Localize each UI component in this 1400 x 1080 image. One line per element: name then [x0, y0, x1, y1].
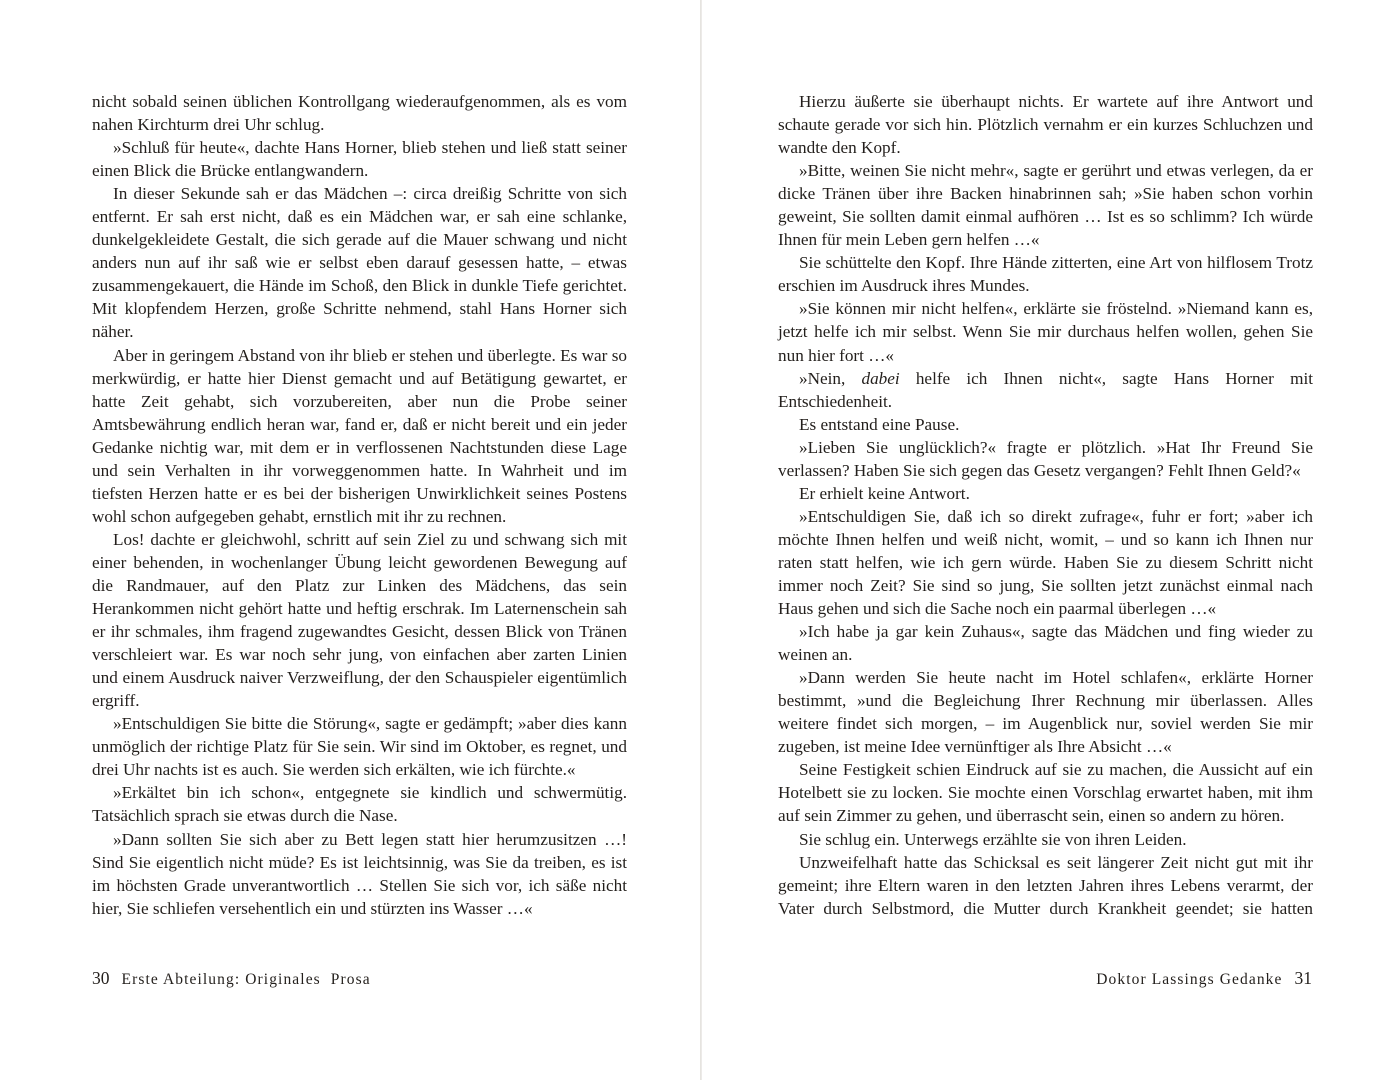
- paragraph: Sie schüttelte den Kopf. Ihre Hände zitterten, eine Art von hilflosem Trotz erschien im Ausdruck ihres Mundes.: [778, 253, 1313, 296]
- paragraph: »Lieben Sie unglücklich?« fragte er plötzlich. »Hat Ihr Freund Sie verlassen? Haben Sie sich gegen das Gesetz vergangen? Fehlt Ihnen Geld?«: [778, 437, 1313, 480]
- page-number: 30: [92, 968, 110, 988]
- paragraph: »Dann sollten Sie sich aber zu Bett legen statt hier herumzusitzen …! Sind Sie eigentlich nicht müde? Es ist leichtsinnig, was Sie da treiben, es ist im höchsten Grade unverantwortlich … Stellen Sie sich vor, ich säße nicht hier, Sie schliefen versehentlich ein und stürzten ins Wasser …«: [92, 829, 627, 918]
- paragraph: Aber in geringem Abstand von ihr blieb er stehen und überlegte. Es war so merkwürdig, er hatte hier Dienst gemacht und auf Betätigung gewartet, er hatte Zeit gehabt, sich vorzubereiten, aber nun die Probe seiner Amtsbewährung endlich heran war, fand er, daß er nicht bereit und ein jeder Gedanke nichtig war, mit dem er in verflossenen Nachtstunden diese Lage und sein Verhalten in ihr vorweggenommen hatte. In Wahrheit und im tiefsten Herzen hatte er es bei der bisherigen Unwirklichkeit seines Postens wohl schon aufgegeben gehabt, ernstlich mit ihr zu rechnen.: [92, 345, 627, 526]
- emphasized-word: dabei: [861, 368, 900, 388]
- paragraph: In dieser Sekunde sah er das Mädchen –: circa dreißig Schritte von sich entfernt. Er sah erst nicht, daß es ein Mädchen war, er sah eine schlanke, dunkelgekleidete Gestalt, die sich gerade auf die Mauer schwang und nicht anders nun auf ihr saß wie er selbst eben darauf gesessen hatte, – etwas zusammengekauert, die Hände im Schoß, den Blick in dunkle Tiefe gerichtet. Mit klopfendem Herzen, große Schritte nehmend, stahl Hans Horner sich näher.: [92, 184, 627, 342]
- paragraph: Unzweifelhaft hatte das Schicksal es seit längerer Zeit nicht gut mit ihr gemeint; ihre Eltern waren in den letzten Jahren ihres Lebens verarmt, der Vater durch Selbstmord, die Mutter durch Krankheit geendet; sie hatten: [778, 852, 1313, 918]
- left-page-text: [92, 90, 627, 920]
- paragraph: Er erhielt keine Antwort.: [799, 483, 970, 503]
- paragraph: Los! dachte er gleichwohl, schritt auf sein Ziel zu und schwang sich mit einer behenden, in wochenlanger Übung leicht gewordenen Bewegung auf die Randmauer, auf den Platz zur Linken des Mädchens, das sein Herankommen nicht gehört hatte und heftig erschrak. Im Laternenschein sah er ihr schmales, ihm fragend zugewandtes Gesicht, dessen Blick von Tränen verschleiert war. Es war noch sehr jung, von einfachen aber zarten Linien und einem Ausdruck naiver Verzweiflung, der den Schauspieler eigentümlich ergriff.: [92, 529, 627, 711]
- running-head: Erste Abteilung: Originales Prosa: [121, 971, 371, 988]
- left-page-footer: [92, 968, 371, 989]
- paragraph: »Entschuldigen Sie, daß ich so direkt zufrage«, fuhr er fort; »aber ich möchte Ihnen helfen und weiß nicht, womit, – und so kann ich Ihnen nur raten statt helfen, wie ich gern würde. Haben Sie zu diesem Schritt nicht immer noch Zeit? Sie sind so jung, Sie sollten jetzt zunächst einmal nach Haus gehen und sich die Sache noch ein paarmal überlegen …«: [778, 506, 1313, 619]
- paragraph: nicht sobald seinen üblichen Kontrollgang wiederaufgenommen, als es vom nahen Kirchturm drei Uhr schlug.: [92, 92, 627, 135]
- paragraph: Hierzu äußerte sie überhaupt nichts. Er wartete auf ihre Antwort und schaute gerade vor sich hin. Plötzlich vernahm er ein kurzes Schluchzen und wandte den Kopf.: [778, 92, 1313, 158]
- paragraph: Sie schlug ein. Unterwegs erzählte sie von ihren Leiden.: [799, 829, 1187, 849]
- paragraph: »Schluß für heute«, dachte Hans Horner, blieb stehen und ließ statt seiner einen Blick die Brücke entlangwandern.: [92, 138, 627, 181]
- right-page-text: [778, 90, 1313, 920]
- right-page: [702, 0, 1400, 1080]
- paragraph: »Bitte, weinen Sie nicht mehr«, sagte er gerührt und etwas verlegen, da er dicke Tränen über ihre Backen hinabrinnen sah; »Sie haben schon vorhin geweint, Sie sollten damit einmal aufhören … Ist es so schlimm? Ich würde Ihnen für mein Leben gern helfen …«: [778, 161, 1313, 250]
- paragraph: »Entschuldigen Sie bitte die Störung«, sagte er gedämpft; »aber dies kann unmöglich der richtige Platz für Sie sein. Wir sind im Oktober, es regnet, und drei Uhr nachts ist es auch. Sie werden sich erkälten, wie ich fürchte.«: [92, 714, 627, 780]
- paragraph: »Nein, dabei helfe ich Ihnen nicht«, sagte Hans Horner mit Entschiedenheit.: [778, 368, 1313, 411]
- right-page-footer: [1096, 968, 1312, 989]
- running-head: Doktor Lassings Gedanke: [1096, 971, 1283, 988]
- paragraph: »Sie können mir nicht helfen«, erklärte sie fröstelnd. »Niemand kann es, jetzt helfe ich mir selbst. Wenn Sie mir durchaus helfen wollen, gehen Sie nun hier fort …«: [778, 299, 1313, 365]
- paragraph: »Ich habe ja gar kein Zuhaus«, sagte das Mädchen und fing wieder zu weinen an.: [778, 622, 1313, 665]
- paragraph: »Erkältet bin ich schon«, entgegnete sie kindlich und schwermütig. Tatsächlich sprach sie etwas durch die Nase.: [92, 783, 627, 826]
- paragraph: Es entstand eine Pause.: [799, 414, 960, 434]
- page-number: 31: [1294, 968, 1312, 988]
- paragraph: »Dann werden Sie heute nacht im Hotel schlafen«, erklärte Horner bestimmt, »und die Begleichung Ihrer Rechnung mir überlassen. Alles weitere findet sich morgen, – im Augenblick nur, soviel werden Sie mir zugeben, ist meine Idee vernünftiger als Ihre Absicht …«: [778, 668, 1313, 757]
- paragraph: Seine Festigkeit schien Eindruck auf sie zu machen, die Aussicht auf ein Hotelbett sie zu locken. Sie mochte einen Vorschlag erwartet haben, mit ihm auf sein Zimmer zu gehen, und überrascht sein, einen so andern zu hören.: [778, 760, 1313, 826]
